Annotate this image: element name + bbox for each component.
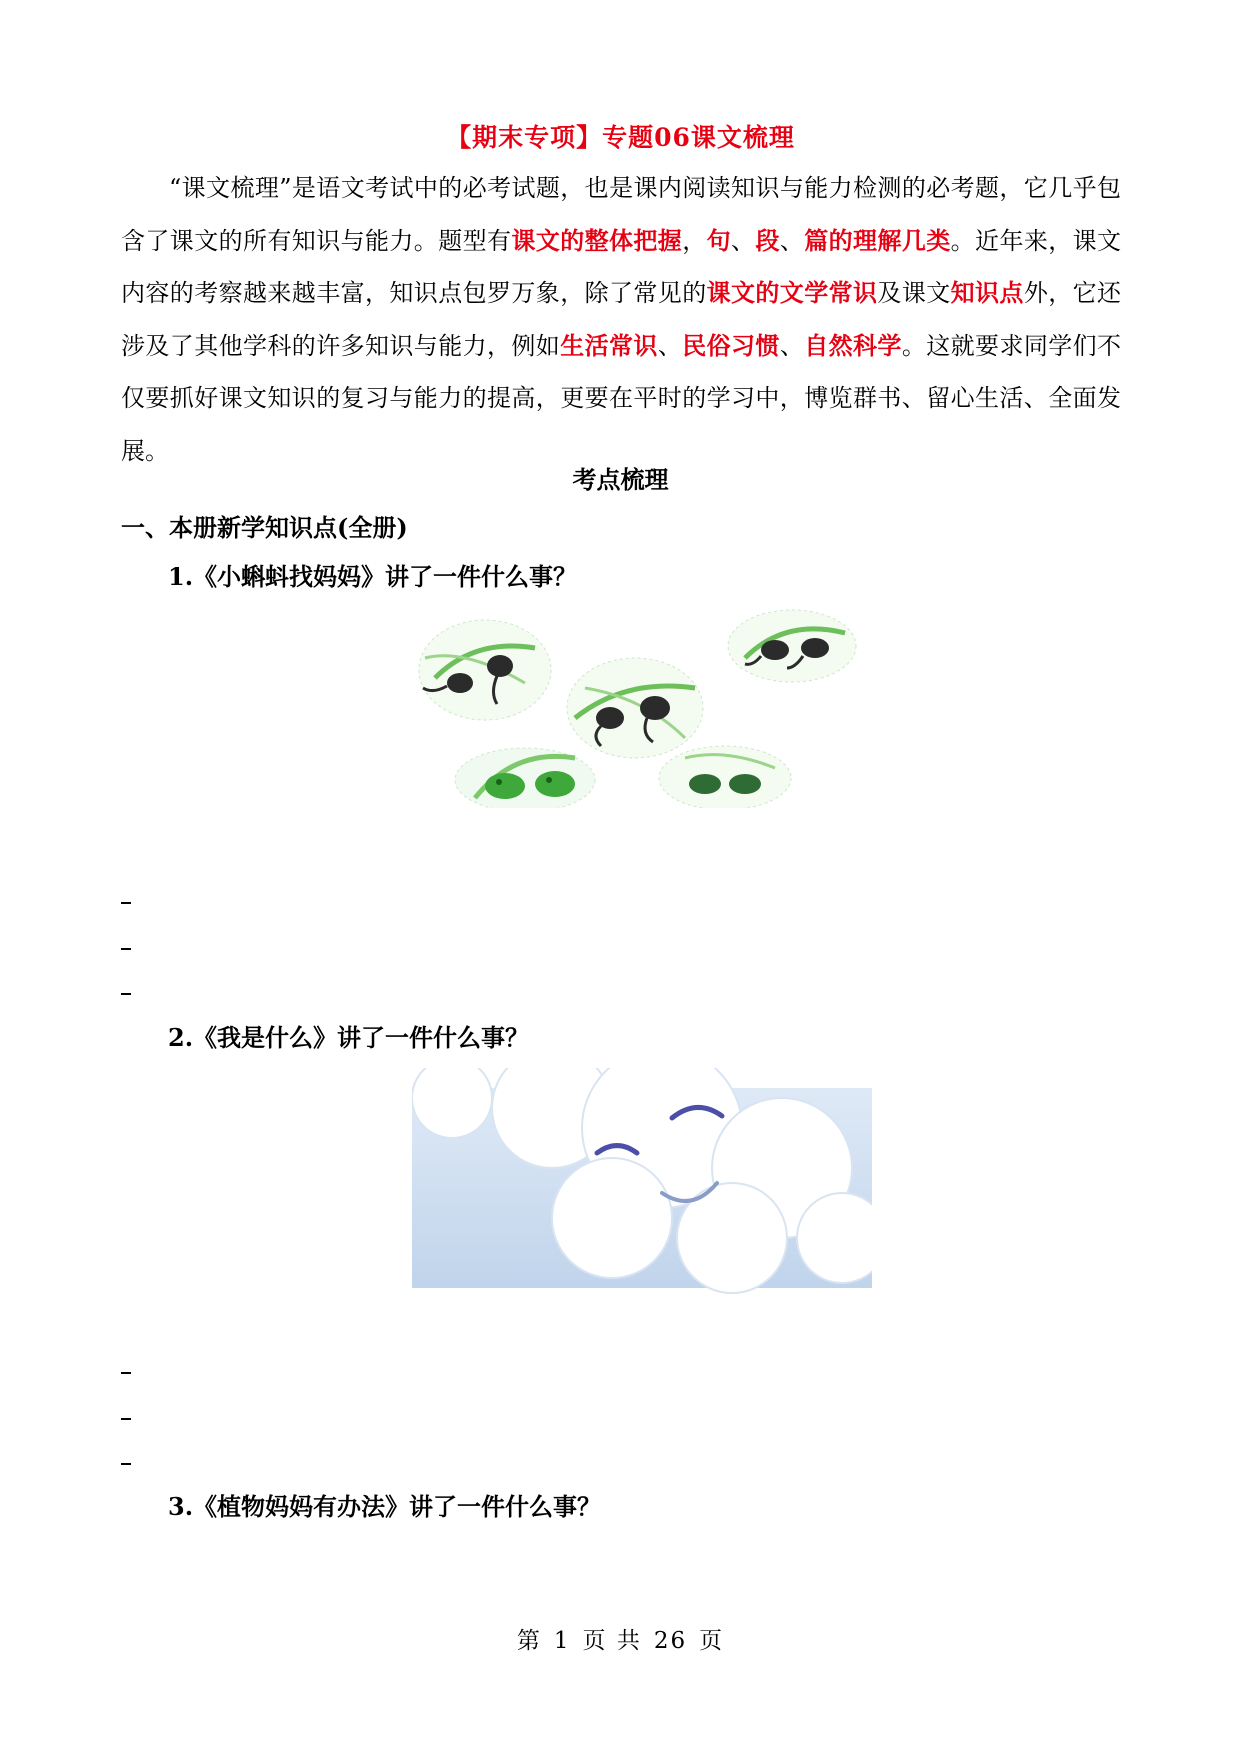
highlight-text: 自然科学 bbox=[804, 330, 902, 360]
footer-prefix: 第 bbox=[516, 1628, 542, 1654]
intro-text: ， bbox=[682, 226, 707, 255]
footer-total-pages: 26 bbox=[653, 1628, 688, 1654]
question-3: 3.《植物妈妈有办法》讲了一件什么事？ bbox=[168, 1492, 602, 1521]
highlight-text: 段 bbox=[755, 225, 780, 255]
answer-blank bbox=[121, 902, 131, 904]
highlight-text: 篇的理解几类 bbox=[804, 225, 951, 255]
intro-text: 、 bbox=[779, 331, 805, 360]
highlight-text: 句 bbox=[706, 225, 732, 255]
answer-blank bbox=[121, 948, 131, 950]
document-title: 【期末专项】专题06课文梳理 bbox=[446, 123, 795, 152]
intro-text: 。近年来，课文内容的考察越来越丰富，知识点包罗万象，除了常见的 bbox=[121, 226, 1122, 307]
tadpole-oval-2 bbox=[567, 658, 703, 758]
cloud-illustration bbox=[412, 1068, 872, 1308]
footer-mid: 页 共 bbox=[582, 1628, 642, 1654]
frog-oval-2 bbox=[659, 746, 791, 808]
highlight-text: 生活常识 bbox=[560, 330, 658, 360]
intro-text: 、 bbox=[779, 226, 805, 255]
tadpole-illustration bbox=[415, 608, 861, 808]
frog-oval-1 bbox=[455, 748, 595, 808]
answer-blank bbox=[121, 1418, 131, 1420]
intro-text: 。这就要求同学们不仅要抓好课文知识的复习与能力的提高，更要在平时的学习中，博览群书、留心生活、全面发展。 bbox=[121, 331, 1122, 465]
page-footer bbox=[0, 1622, 1241, 1655]
intro-text: “课文梳理”是语文考试中的必考试题，也是课内阅读知识与能力检测的必考题，它几乎包含了课文的所有知识与能力。题型有 bbox=[121, 174, 1121, 255]
intro-text: 外，它还涉及了其他学科的许多知识与能力，例如 bbox=[121, 279, 1122, 360]
intro-text: 、 bbox=[731, 226, 756, 255]
footer-page-number: 1 bbox=[553, 1628, 571, 1654]
heading-new-knowledge: 一、本册新学知识点(全册) bbox=[121, 513, 408, 542]
footer-suffix: 页 bbox=[699, 1628, 725, 1654]
answer-blank bbox=[121, 1372, 131, 1374]
section-title: 考点梳理 bbox=[572, 465, 669, 494]
intro-text: 及课文 bbox=[877, 279, 951, 307]
highlight-text: 课文的整体把握 bbox=[511, 225, 683, 255]
highlight-text: 知识点 bbox=[950, 278, 1024, 307]
highlight-text: 课文的文学常识 bbox=[706, 278, 878, 307]
highlight-text: 民俗习惯 bbox=[682, 330, 780, 360]
intro-paragraph bbox=[121, 162, 1121, 477]
tadpole-oval-3 bbox=[728, 610, 856, 682]
question-2: 2.《我是什么》讲了一件什么事？ bbox=[168, 1023, 530, 1052]
tadpole-oval-1 bbox=[419, 620, 551, 720]
question-1: 1.《小蝌蚪找妈妈》讲了一件什么事？ bbox=[168, 562, 578, 591]
answer-blank bbox=[121, 1463, 131, 1465]
answer-blank bbox=[121, 993, 131, 995]
intro-text: 、 bbox=[657, 331, 683, 360]
